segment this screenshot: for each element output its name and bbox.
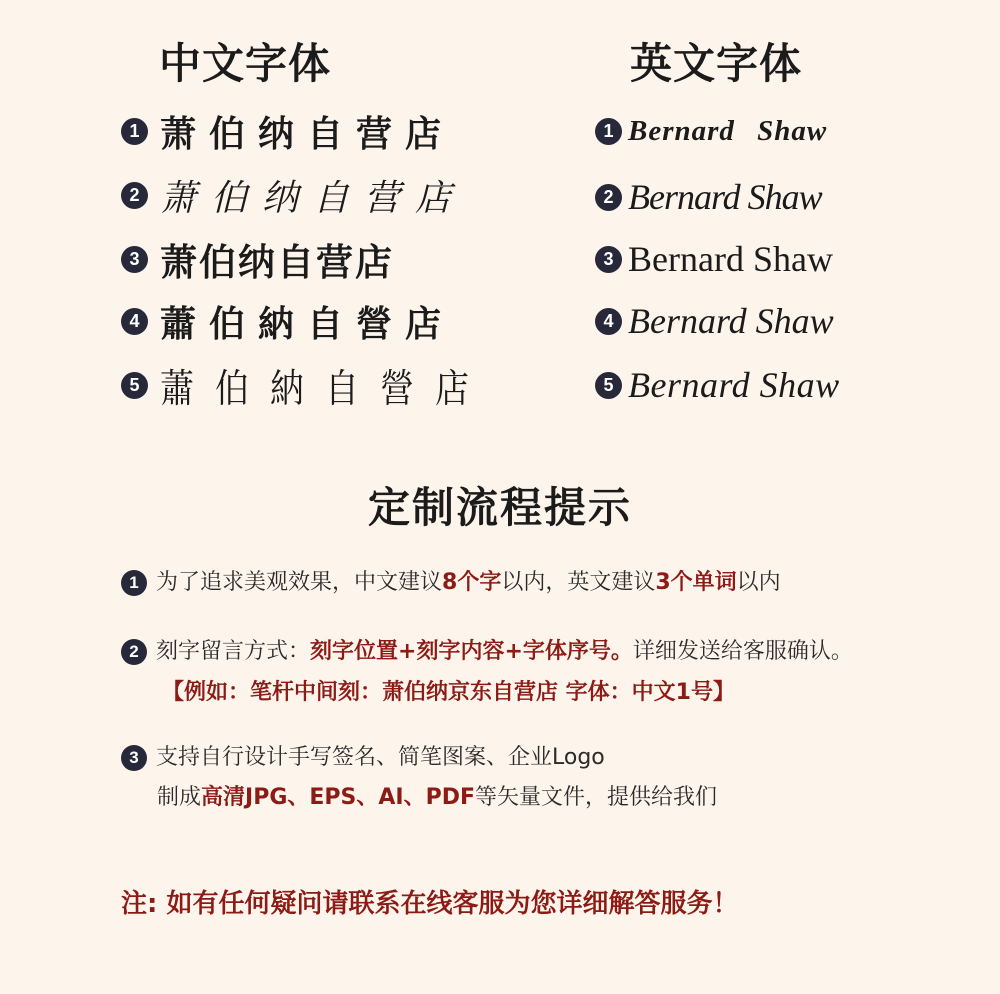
number-badge-2: 2 <box>595 184 622 211</box>
tip-highlight: 刻字位置+刻字内容+字体序号。 <box>310 639 633 664</box>
english-sample-text: Bernard Shaw <box>628 114 828 147</box>
chinese-sample-text: 蕭伯納自營店 <box>160 366 490 413</box>
number-badge-2: 2 <box>121 639 147 665</box>
tip-3 <box>121 742 605 774</box>
tip-highlight: 8个字 <box>442 570 502 595</box>
tip-text: 详细发送给客服确认。 <box>632 639 853 664</box>
tip-3-line-2 <box>157 782 717 814</box>
number-badge-3: 3 <box>121 246 148 273</box>
number-badge-1: 1 <box>121 570 147 596</box>
number-badge-1: 1 <box>121 118 148 145</box>
english-sample-text: Bernard Shaw <box>628 365 840 405</box>
tip-text: 支持自行设计手写签名、简笔图案、企业Logo <box>156 745 605 770</box>
english-font-sample-4 <box>595 296 834 346</box>
chinese-font-sample-2 <box>121 170 466 220</box>
english-font-sample-2 <box>595 172 822 222</box>
english-font-sample-1 <box>595 106 827 156</box>
chinese-fonts-title: 中文字体 <box>159 39 332 88</box>
tip-highlight: 3个单词 <box>655 570 737 595</box>
number-badge-5: 5 <box>595 372 622 399</box>
number-badge-4: 4 <box>121 308 148 335</box>
tip-text: 以内，英文建议 <box>501 570 656 595</box>
chinese-font-sample-5 <box>121 360 490 413</box>
tip-2-example: 【例如：笔杆中间刻：萧伯纳京东自营店 字体：中文1号】 <box>162 680 735 705</box>
chinese-font-sample-4 <box>121 296 454 346</box>
service-note: 注: 如有任何疑问请联系在线客服为您详细解答服务！ <box>121 889 739 919</box>
customization-tips-title: 定制流程提示 <box>367 483 632 532</box>
tip-highlight: 高清JPG、EPS、AI、PDF <box>201 785 476 810</box>
tip-text: 制成 <box>157 785 202 810</box>
english-fonts-title: 英文字体 <box>630 39 803 88</box>
english-sample-text: Bernard Shaw <box>628 177 822 217</box>
tip-text: 为了追求美观效果，中文建议 <box>156 570 443 595</box>
tip-text: 刻字留言方式： <box>156 639 311 664</box>
tip-2 <box>121 636 853 668</box>
number-badge-3: 3 <box>121 745 147 771</box>
chinese-sample-text: 萧伯纳自营店 <box>160 177 467 219</box>
number-badge-5: 5 <box>121 372 148 399</box>
chinese-font-sample-3 <box>121 234 394 284</box>
number-badge-2: 2 <box>121 182 148 209</box>
number-badge-3: 3 <box>595 246 622 273</box>
english-font-sample-3 <box>595 234 833 284</box>
tip-text: 等矢量文件，提供给我们 <box>475 785 718 810</box>
chinese-sample-text: 蕭伯納自營店 <box>160 302 455 345</box>
english-font-sample-5 <box>595 360 840 410</box>
tip-text: 以内 <box>736 570 781 595</box>
english-sample-text: Bernard Shaw <box>628 239 833 279</box>
number-badge-4: 4 <box>595 308 622 335</box>
chinese-sample-text: 萧伯纳自营店 <box>160 241 394 284</box>
chinese-font-sample-1 <box>121 106 454 156</box>
english-sample-text: Bernard Shaw <box>628 301 834 341</box>
tip-1 <box>121 567 781 599</box>
number-badge-1: 1 <box>595 118 622 145</box>
chinese-sample-text: 萧伯纳自营店 <box>160 112 455 155</box>
